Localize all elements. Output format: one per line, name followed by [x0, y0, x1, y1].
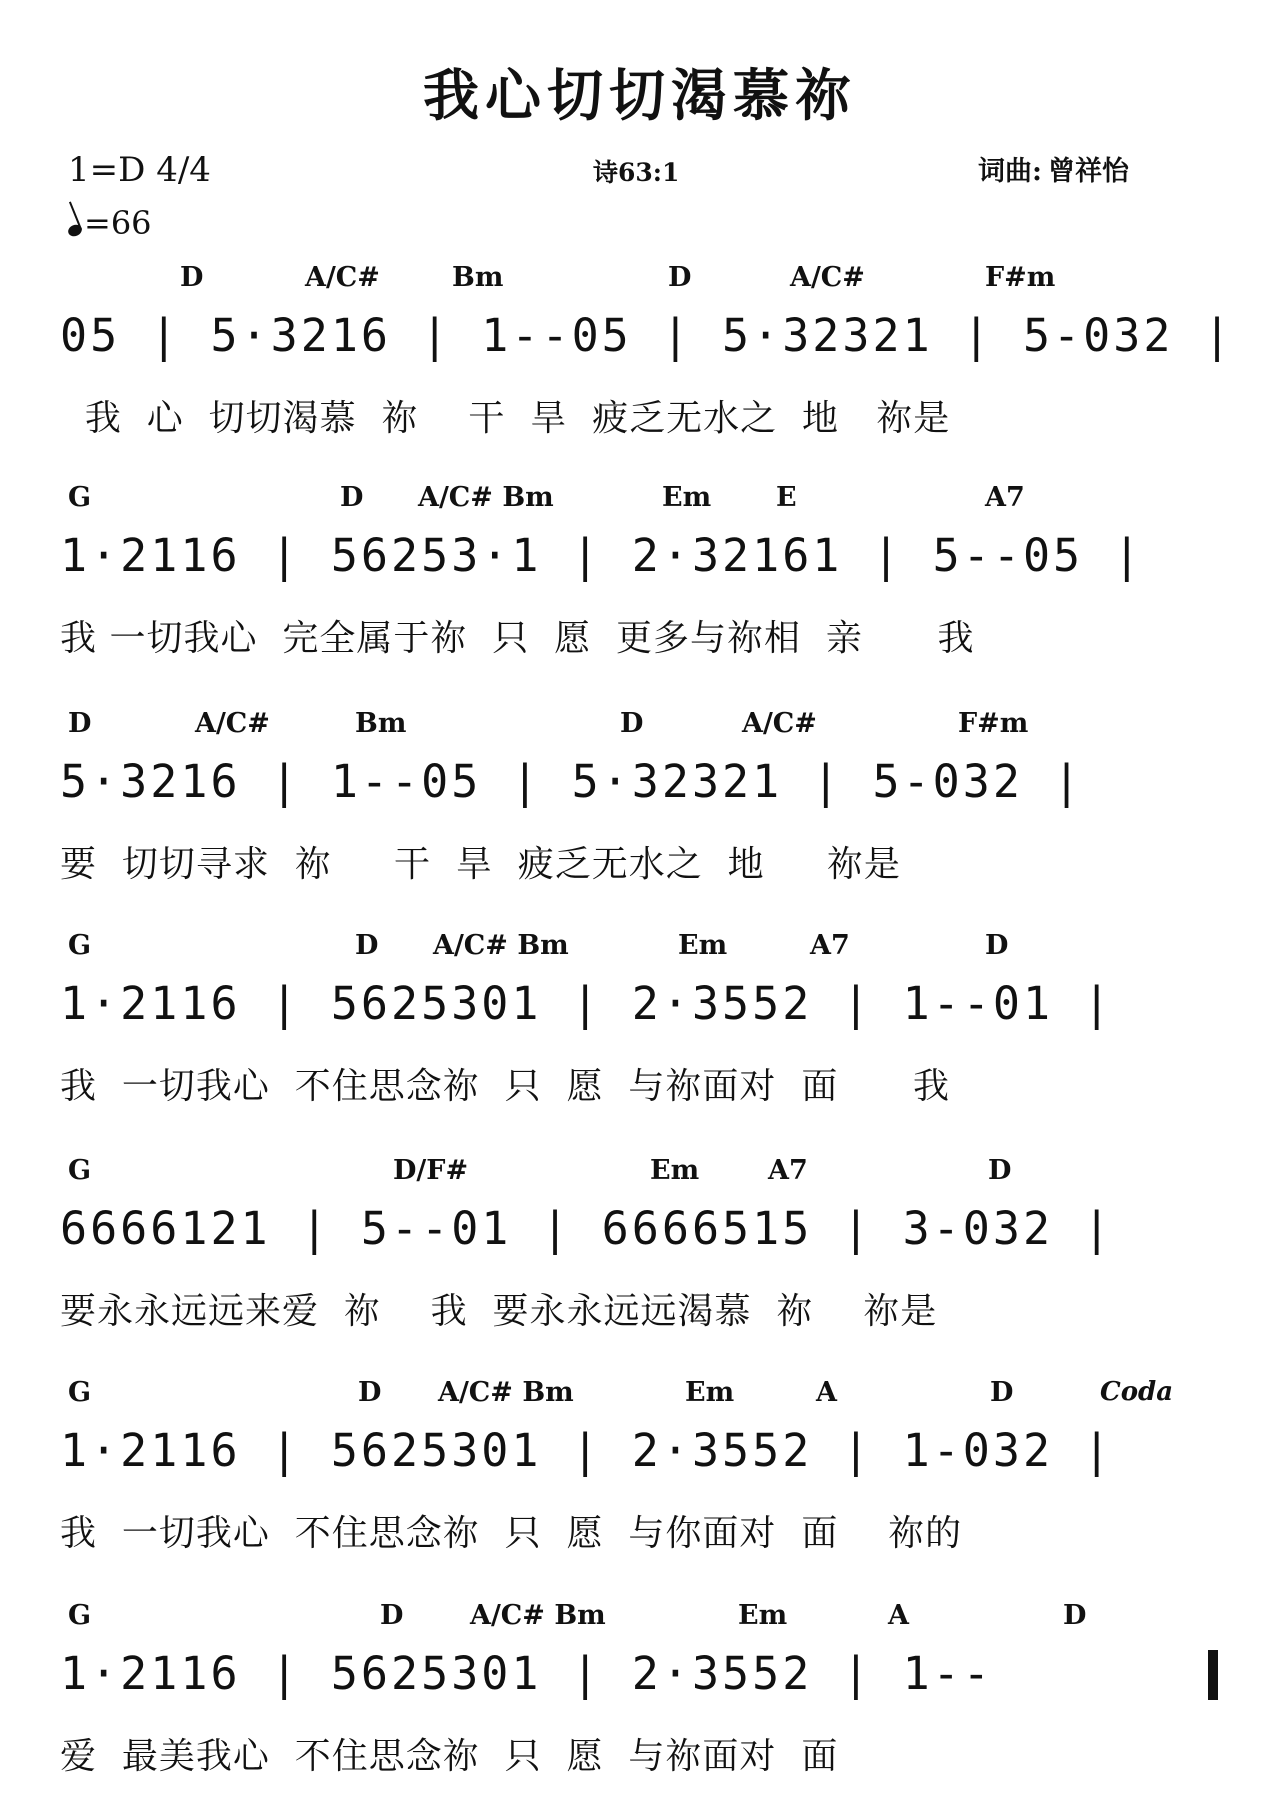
lyrics-line: 要 切切寻求 祢 干 旱 疲乏无水之 地 祢是	[60, 844, 901, 885]
chord-symbol: Em	[678, 930, 728, 961]
chord-symbol: Em	[662, 482, 712, 513]
chord-symbol: A/C#	[790, 262, 865, 293]
notation-line: 5·3216 | 1--05 | 5·32321 | 5-032 |	[60, 755, 1114, 808]
chord-symbol: A7	[768, 1155, 808, 1186]
staff-system	[0, 1600, 1280, 1800]
notation-line: 05 | 5·3216 | 1--05 | 5·32321 | 5-032 |	[60, 309, 1264, 362]
lyrics-line: 要永永远远来爱 祢 我 要永永远远渴慕 祢 祢是	[60, 1291, 938, 1332]
chord-symbol: D	[620, 708, 644, 739]
final-barline	[1208, 1650, 1218, 1700]
chord-symbol: D	[68, 708, 92, 739]
lyrics-line: 我 心 切切渴慕 祢 干 旱 疲乏无水之 地 祢是	[60, 398, 951, 439]
chord-symbol: A/C#	[742, 708, 817, 739]
chord-symbol: Bm	[452, 262, 504, 293]
chord-row	[0, 262, 1280, 302]
chord-symbol: D/F#	[393, 1155, 469, 1186]
chord-row	[0, 1600, 1280, 1640]
staff-system	[0, 930, 1280, 1130]
chord-row	[0, 482, 1280, 522]
staff-system	[0, 262, 1280, 462]
chord-symbol: A/C#	[195, 708, 270, 739]
quarter-note-icon	[66, 223, 83, 238]
credits	[978, 149, 1135, 188]
chord-symbol: Em	[650, 1155, 700, 1186]
chord-symbol: D	[180, 262, 204, 293]
staff-system	[0, 482, 1280, 682]
chord-row	[0, 708, 1280, 748]
chord-symbol: D	[985, 930, 1009, 961]
lyrics-line: 爱 最美我心 不住思念祢 只 愿 与祢面对 面	[60, 1736, 839, 1777]
tempo-value: =66	[84, 204, 152, 242]
chord-row	[0, 1155, 1280, 1195]
chord-symbol: G	[68, 1600, 92, 1631]
chord-row	[0, 930, 1280, 970]
chord-symbol: F#m	[958, 708, 1029, 739]
lyrics-line: 我 一切我心 不住思念祢 只 愿 与你面对 面 祢的	[60, 1513, 963, 1554]
chord-symbol: D	[990, 1377, 1014, 1408]
chord-symbol: D	[340, 482, 364, 513]
notation-line: 1·2116 | 5625301 | 2·3552 | 1--01 |	[60, 977, 1144, 1030]
chord-symbol: A/C# Bm	[438, 1377, 574, 1408]
credit-label: 词曲:	[978, 156, 1042, 187]
credit-name: 曾祥怡	[1047, 156, 1129, 187]
tempo-marking	[68, 204, 152, 242]
chord-symbol: A/C# Bm	[470, 1600, 606, 1631]
chord-symbol: Bm	[355, 708, 407, 739]
chord-symbol: D	[380, 1600, 404, 1631]
key-signature: 1=D 4/4	[68, 150, 211, 190]
chord-symbol: E	[776, 482, 797, 513]
staff-system	[0, 1377, 1280, 1577]
chord-symbol: A	[816, 1377, 837, 1408]
chord-symbol: G	[68, 1377, 92, 1408]
lyrics-line: 我 一切我心 不住思念祢 只 愿 与祢面对 面 我	[60, 1066, 950, 1107]
chord-symbol: A	[888, 1600, 909, 1631]
chord-symbol: A/C#	[305, 262, 380, 293]
chord-symbol: D	[355, 930, 379, 961]
chord-symbol: G	[68, 930, 92, 961]
chord-symbol: A7	[985, 482, 1025, 513]
chord-row	[0, 1377, 1280, 1417]
chord-symbol: A7	[810, 930, 850, 961]
chord-symbol: A/C# Bm	[418, 482, 554, 513]
chord-symbol: F#m	[985, 262, 1056, 293]
notation-line: 1·2116 | 56253·1 | 2·32161 | 5--05 |	[60, 529, 1174, 582]
chord-symbol: D	[668, 262, 692, 293]
coda-marker: Coda	[1100, 1377, 1174, 1407]
notation-line: 6666121 | 5--01 | 6666515 | 3-032 |	[60, 1202, 1144, 1255]
chord-symbol: Em	[738, 1600, 788, 1631]
chord-symbol: D	[1063, 1600, 1087, 1631]
notation-line: 1·2116 | 5625301 | 2·3552 | 1--	[60, 1647, 993, 1700]
chord-symbol: D	[988, 1155, 1012, 1186]
staff-system	[0, 1155, 1280, 1355]
chord-symbol: D	[358, 1377, 382, 1408]
song-title: 我心切切渴慕祢	[423, 63, 857, 129]
lyrics-line: 我 一切我心 完全属于祢 只 愿 更多与祢相 亲 我	[60, 618, 975, 659]
scripture-reference: 诗63:1	[593, 158, 680, 187]
chord-symbol: G	[68, 1155, 92, 1186]
chord-symbol: G	[68, 482, 92, 513]
chord-symbol: Em	[685, 1377, 735, 1408]
staff-system	[0, 708, 1280, 908]
notation-line: 1·2116 | 5625301 | 2·3552 | 1-032 |	[60, 1424, 1144, 1477]
chord-symbol: A/C# Bm	[433, 930, 569, 961]
